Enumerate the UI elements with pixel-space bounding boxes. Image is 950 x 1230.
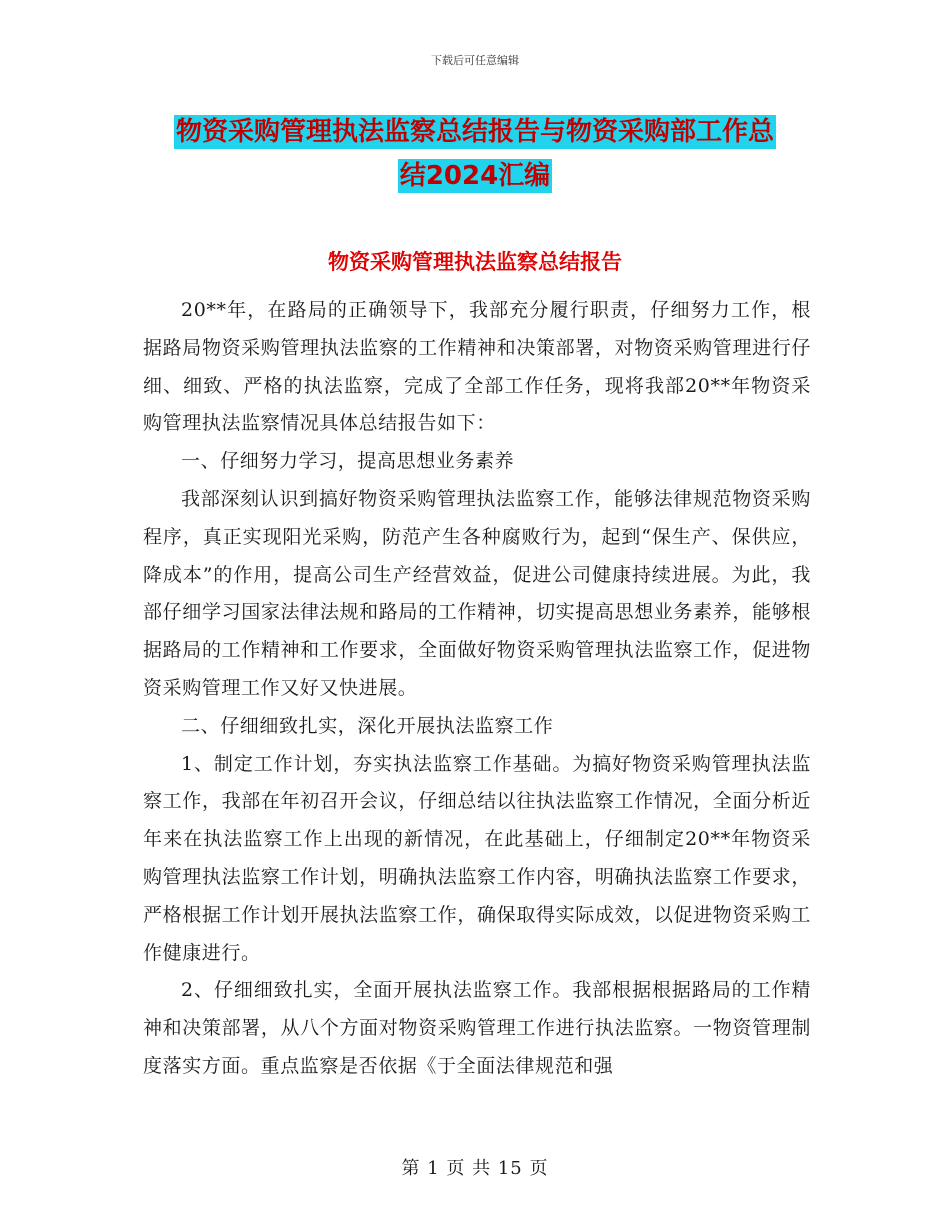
title-line-1: 物资采购管理执法监察总结报告与物资采购部工作总 (175, 117, 774, 147)
paragraph-intro: 20**年，在路局的正确领导下，我部充分履行职责，仔细努力工作，根据路局物资采购管理执法监察的工作精神和决策部署，对物资采购管理进行仔细、细致、严格的执法监察，完成了全部工作任务，现将我部20**年物资采购管理执法监察情况具体总结报告如下： (143, 299, 811, 435)
heading-1: 一、仔细努力学习，提高思想业务素养 (181, 450, 515, 473)
page-footer: 第 1 页 共 15 页 (401, 1158, 549, 1179)
heading-2: 二、仔细细致扎实，深化开展执法监察工作 (181, 714, 554, 737)
paragraph-execution: 2、仔细细致扎实，全面开展执法监察工作。我部根据根据路局的工作精神和决策部署，从八个方面对物资采购管理工作进行执法监察。一物资管理制度落实方面。重点监察是否依据《于全面法律规范和强 (143, 979, 811, 1077)
paragraph-study: 我部深刻认识到搞好物资采购管理执法监察工作，能够法律规范物资采购程序，真正实现阳光采购，防范产生各种腐败行为，起到“保生产、保供应，降成本”的作用，提高公司生产经营效益，促进公司健康持续进展。为此，我部仔细学习国家法律法规和路局的工作精神，切实提高思想业务素养，能够根据路局的工作精神和工作要求，全面做好物资采购管理执法监察工作，促进物资采购管理工作又好又快进展。 (143, 487, 811, 699)
body-text (143, 292, 811, 1086)
section-title: 物资采购管理执法监察总结报告 (328, 250, 622, 274)
paragraph-plan: 1、制定工作计划，夯实执法监察工作基础。为搞好物资采购管理执法监察工作，我部在年初召开会议，仔细总结以往执法监察工作情况，全面分析近年来在执法监察工作上出现的新情况，在此基础上，仔细制定20**年物资采购管理执法监察工作计划，明确执法监察工作内容，明确执法监察工作要求，严格根据工作计划开展执法监察工作，确保取得实际成效，以促进物资采购工作健康进行。 (143, 752, 811, 964)
header-note: 下载后可任意编辑 (431, 54, 519, 67)
document-title (0, 110, 950, 198)
title-line-2: 结2024汇编 (399, 161, 551, 191)
